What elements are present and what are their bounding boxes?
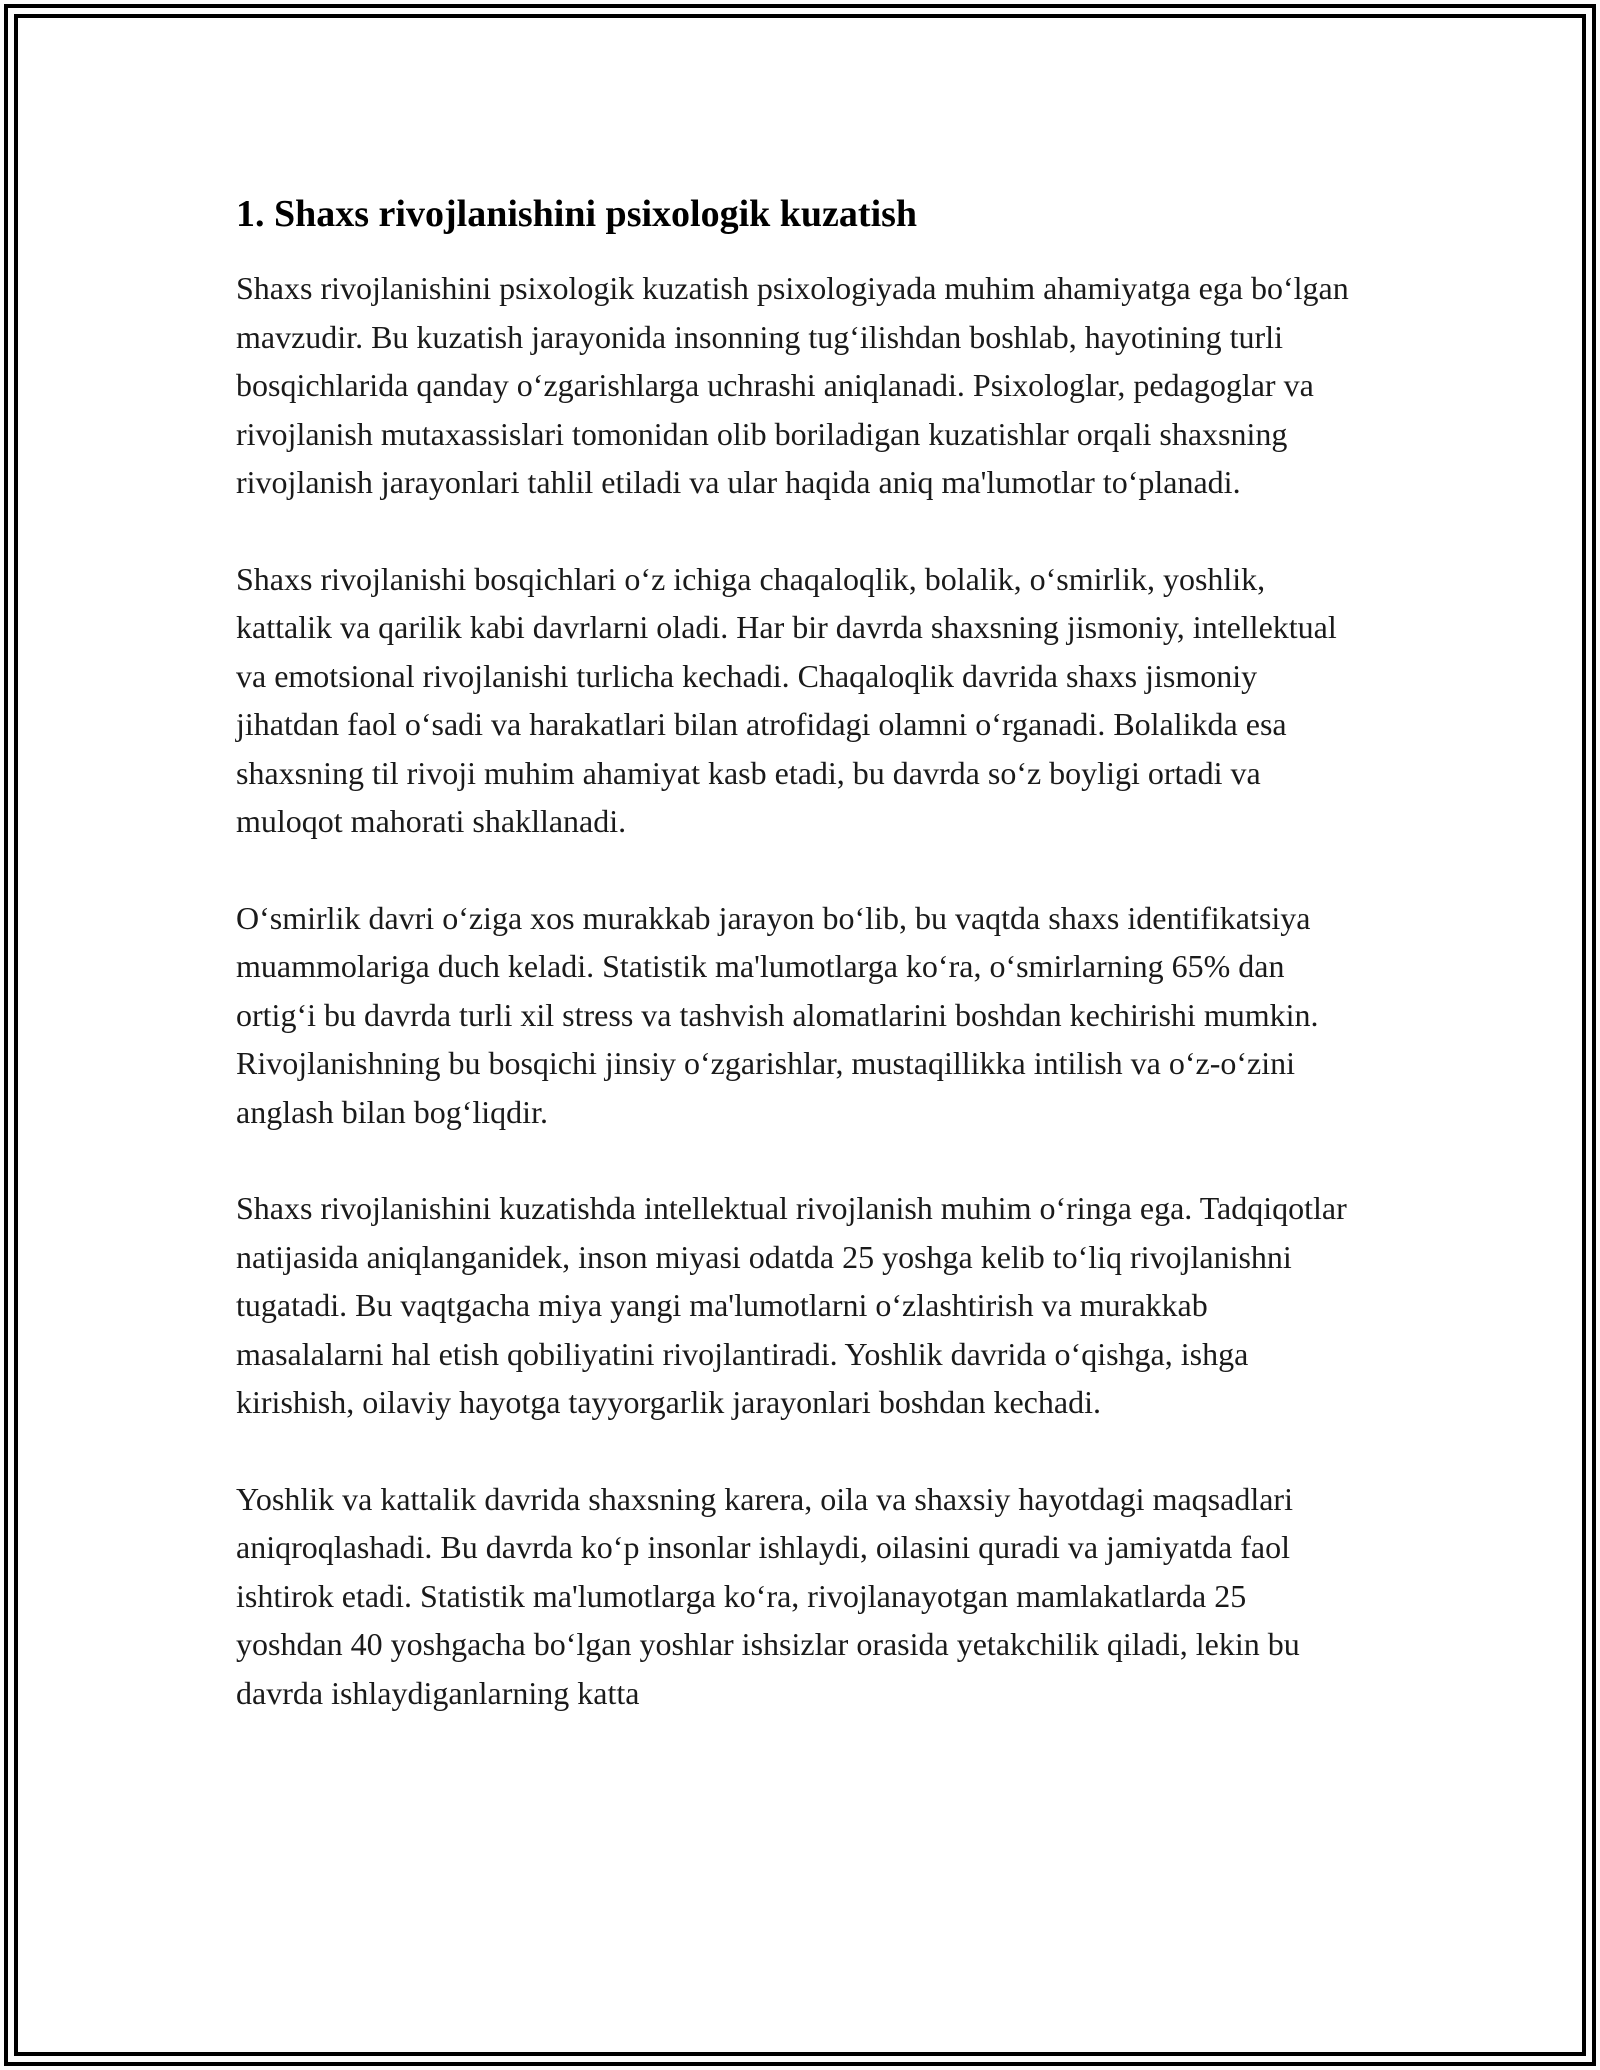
paragraph-stages: Shaxs rivojlanishi bosqichlari o‘z ichiga chaqaloqlik, bolalik, o‘smirlik, yoshlik, kattalik va qarilik kabi davrlarni oladi. Har bir davrda shaxsning jismoniy, intellektual va emotsional rivojlanishi turlicha kechadi. Chaqaloqlik davrida shaxs jismoniy jihatdan faol o‘sadi va harakatlari bilan atrofidagi olamni o‘rganadi. Bolalikda esa shaxsning til rivoji muhim ahamiyat kasb etadi, bu davrda so‘z boyligi ortadi va muloqot mahorati shakllanadi. bbox=[236, 560, 1337, 839]
document-body bbox=[236, 188, 1356, 1765]
paragraph-intro: Shaxs rivojlanishini psixologik kuzatish psixologiyada muhim ahamiyatga ega bo‘lgan mavzudir. Bu kuzatish jarayonida insonning tug‘ilishdan boshlab, hayotining turli bosqichlarida qanday o‘zgarishlarga uchrashi aniqlanadi. Psixologlar, pedagoglar va rivojlanish mutaxassislari tomonidan olib boriladigan kuzatishlar orqali shaxsning rivojlanish jarayonlari tahlil etiladi va ular haqida aniq ma'lumotlar to‘planadi. bbox=[236, 270, 1349, 500]
paragraph-adolescence: O‘smirlik davri o‘ziga xos murakkab jarayon bo‘lib, bu vaqtda shaxs identifikatsiya muammolariga duch keladi. Statistik ma'lumotlarga ko‘ra, o‘smirlarning 65% dan ortig‘i bu davrda turli xil stress va tashvish alomatlarini boshdan kechirishi mumkin. Rivojlanishning bu bosqichi jinsiy o‘zgarishlar, mustaqillikka intilish va o‘z-o‘zini anglash bilan bog‘liqdir. bbox=[236, 899, 1319, 1130]
section-heading: 1. Shaxs rivojlanishini psixologik kuzatish bbox=[236, 193, 918, 235]
paragraph-intellectual: Shaxs rivojlanishini kuzatishda intellektual rivojlanish muhim o‘ringa ega. Tadqiqotlar natijasida aniqlanganidek, inson miyasi odatda 25 yoshga kelib to‘liq rivojlanishni tugatadi. Bu vaqtgacha miya yangi ma'lumotlarni o‘zlashtirish va murakkab masalalarni hal etish qobiliyatini rivojlantiradi. Yoshlik davrida o‘qishga, ishga kirishish, oilaviy hayotga tayyorgarlik jarayonlari boshdan kechadi. bbox=[236, 1190, 1347, 1420]
paragraph-adulthood: Yoshlik va kattalik davrida shaxsning karera, oila va shaxsiy hayotdagi maqsadlari aniqroqlashadi. Bu davrda ko‘p insonlar ishlaydi, oilasini quradi va jamiyatda faol ishtirok etadi. Statistik ma'lumotlarga ko‘ra, rivojlanayotgan mamlakatlarda 25 yoshdan 40 yoshgacha bo‘lgan yoshlar ishsizlar orasida yetakchilik qiladi, lekin bu davrda ishlaydiganlarning katta bbox=[236, 1480, 1300, 1711]
